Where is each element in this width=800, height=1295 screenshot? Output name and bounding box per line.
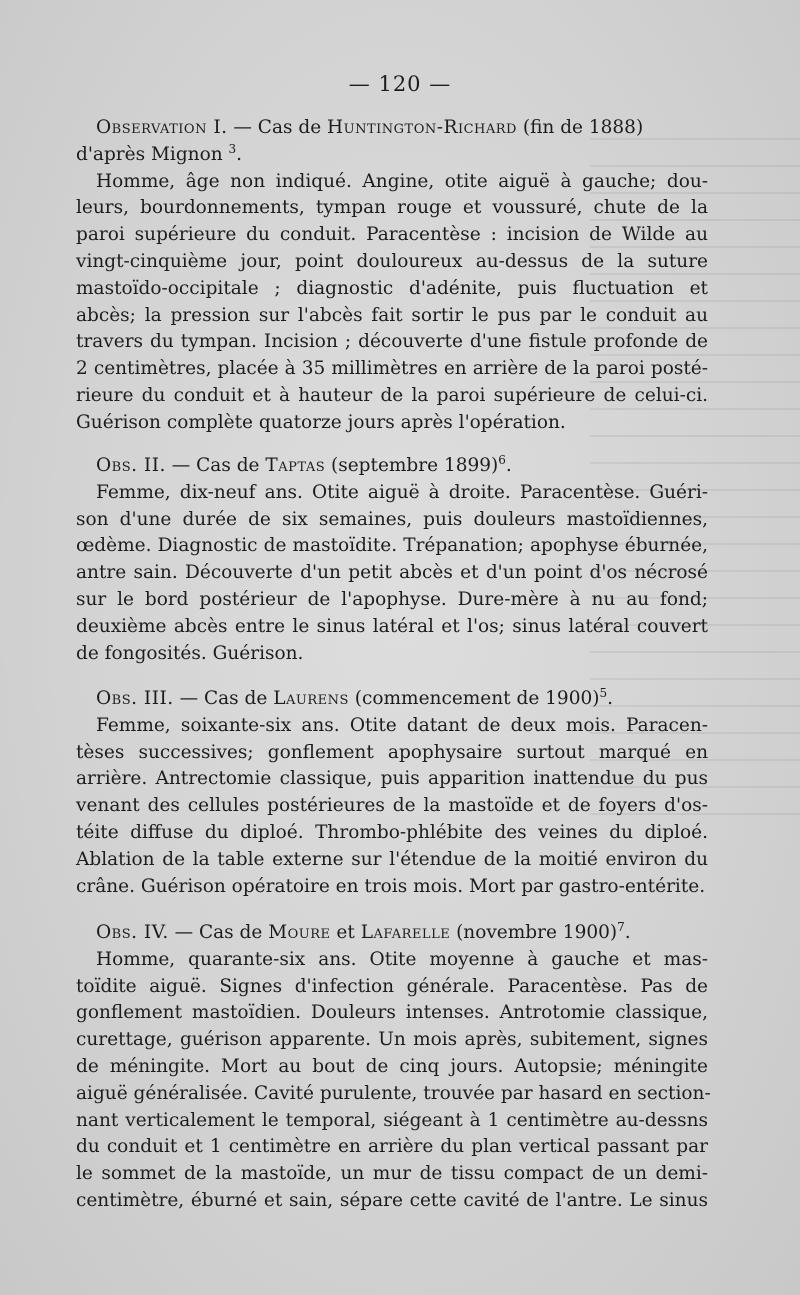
observation-2 — [76, 453, 708, 667]
observation-4 — [76, 919, 711, 1215]
observation-1-heading — [76, 115, 708, 142]
heading-date: (fin de 1888) — [516, 117, 644, 138]
paragraph-line: sur le bord postérieur de l'apophyse. Dure-mère à nu au fond; — [76, 588, 708, 610]
paragraph-line: antre sain. Découverte d'un petit abcès et d'un point d'os nécrosé — [76, 562, 708, 584]
paragraph-line: venant des cellules postérieures de la mastoïde et de foyers d'os- — [76, 795, 708, 817]
footnote-ref: 6 — [498, 452, 506, 467]
paragraph-line: gonflement mastoïdien. Douleurs intenses. Antrotomie classique, — [76, 1002, 708, 1024]
heading-dash: — Cas de — [165, 455, 266, 476]
paragraph-line: de fongosités. Guérison. — [76, 642, 304, 664]
heading-dash: — Cas de — [227, 117, 328, 138]
observation-3 — [76, 686, 708, 900]
observation-label: Obs. III. — [96, 688, 174, 709]
paragraph-line: crâne. Guérison opératoire en trois mois. Mort par gastro-entérite. — [76, 875, 706, 897]
paragraph-line: aiguë généralisée. Cavité purulente, trouvée par hasard en section- — [76, 1082, 711, 1104]
paragraph-line: leurs, bourdonnements, tympan rouge et voussuré, chute de la — [76, 197, 708, 219]
paragraph-line: de méningite. Mort au bout de cinq jours. Autopsie; méningite — [76, 1055, 708, 1077]
paragraph-line: deuxième abcès entre le sinus latéral et l'os; sinus latéral couvert — [76, 615, 708, 637]
observation-label: Observation I. — [96, 117, 228, 138]
heading-date: (novembre 1900) — [450, 922, 618, 943]
paragraph-line: Femme, soixante-six ans. Otite datant de deux mois. Paracen- — [96, 714, 708, 736]
observation-1 — [76, 115, 708, 437]
footnote-ref: 3 — [228, 141, 237, 156]
paragraph-line: Homme, quarante-six ans. Otite moyenne à gauche et mas- — [96, 948, 708, 970]
paragraph-line: paroi supérieure du conduit. Paracentèse : incision de Wilde au — [76, 224, 708, 246]
paragraph-line: Homme, âge non indiqué. Angine, otite aiguë à gauche; dou- — [96, 170, 708, 192]
footnote-ref: 7 — [617, 919, 625, 934]
author-name: Laurens — [273, 688, 349, 709]
author-name: Huntington-Richard — [327, 117, 517, 138]
paragraph-line: d'après Mignon $^3$. — [76, 141, 243, 165]
paragraph-line: arrière. Antrectomie classique, puis apparition inattendue du pus — [76, 768, 708, 790]
footnote-ref: 5 — [599, 685, 608, 700]
author-name: Taptas — [265, 455, 326, 476]
author-name: Moure — [268, 922, 331, 943]
paragraph-line: curettage, guérison apparente. Un mois après, subitement, signes — [76, 1029, 708, 1051]
paragraph-line: vingt-cinquième jour, point douloureux au-dessus de la suture — [76, 250, 708, 272]
observation-2-heading: Obs. II. — Cas de Taptas (septembre 1899)$^6$. — [96, 452, 512, 476]
paragraph-line: le sommet de la mastoïde, un mur de tissu compact de un demi- — [76, 1163, 708, 1185]
paragraph-line: œdème. Diagnostic de mastoïdite. Trépanation; apophyse éburnée, — [76, 535, 708, 557]
paragraph-line: nant verticalement le temporal, siégeant à 1 centimètre au-dessns — [76, 1109, 708, 1131]
paragraph-line: Ablation de la table externe sur l'étendue de la moitié environ du — [76, 848, 708, 870]
paragraph-line: abcès; la pression sur l'abcès fait sortir le pus par le conduit au — [76, 304, 708, 326]
paragraph-line: mastoïdo-occipitale ; diagnostic d'adénite, puis fluctuation et — [76, 277, 708, 299]
paragraph-line: toïdite aiguë. Signes d'infection générale. Paracentèse. Pas de — [76, 975, 708, 997]
paragraph-line: Femme, dix-neuf ans. Otite aiguë à droite. Paracentèse. Guéri- — [96, 481, 708, 503]
observation-3-heading: Obs. III. — Cas de Laurens (commencement de 1900)$^5$. — [96, 685, 613, 709]
observation-4-heading: Obs. IV. — Cas de Moure et Lafarelle (novembre 1900)$^7$. — [96, 919, 631, 943]
paragraph-line: Guérison complète quatorze jours après l'opération. — [76, 411, 566, 433]
heading-dash: — Cas de — [173, 688, 274, 709]
author-name: Lafarelle — [360, 922, 451, 943]
paragraph-line: du conduit et 1 centimètre en arrière du plan vertical passant par — [76, 1136, 708, 1158]
paragraph-line: centimètre, éburné et sain, sépare cette cavité de l'antre. Le sinus — [76, 1189, 708, 1211]
paragraph-line: tèses successives; gonflement apophysaire surtout marqué en — [76, 741, 708, 763]
paragraph-line: travers du tympan. Incision ; découverte d'une fistule profonde de — [76, 331, 708, 353]
paragraph-line: rieure du conduit et à hauteur de la paroi supérieure de celui-ci. — [76, 384, 708, 406]
paragraph-line: téite diffuse du diploé. Thrombo-phlébite des veines du diploé. — [76, 821, 708, 843]
paragraph-line: son d'une durée de six semaines, puis douleurs mastoïdiennes, — [76, 508, 708, 530]
page-number: — 120 — — [348, 72, 452, 96]
observation-label: Obs. II. — [96, 455, 166, 476]
paragraph-line: 2 centimètres, placée à 35 millimètres en arrière de la paroi posté- — [76, 358, 708, 380]
heading-dash: — Cas de — [168, 922, 269, 943]
heading-date: (commencement de 1900) — [348, 688, 600, 709]
observation-label: Obs. IV. — [96, 922, 169, 943]
heading-date: (septembre 1899) — [325, 455, 499, 476]
heading-conjunction: et — [330, 922, 361, 943]
